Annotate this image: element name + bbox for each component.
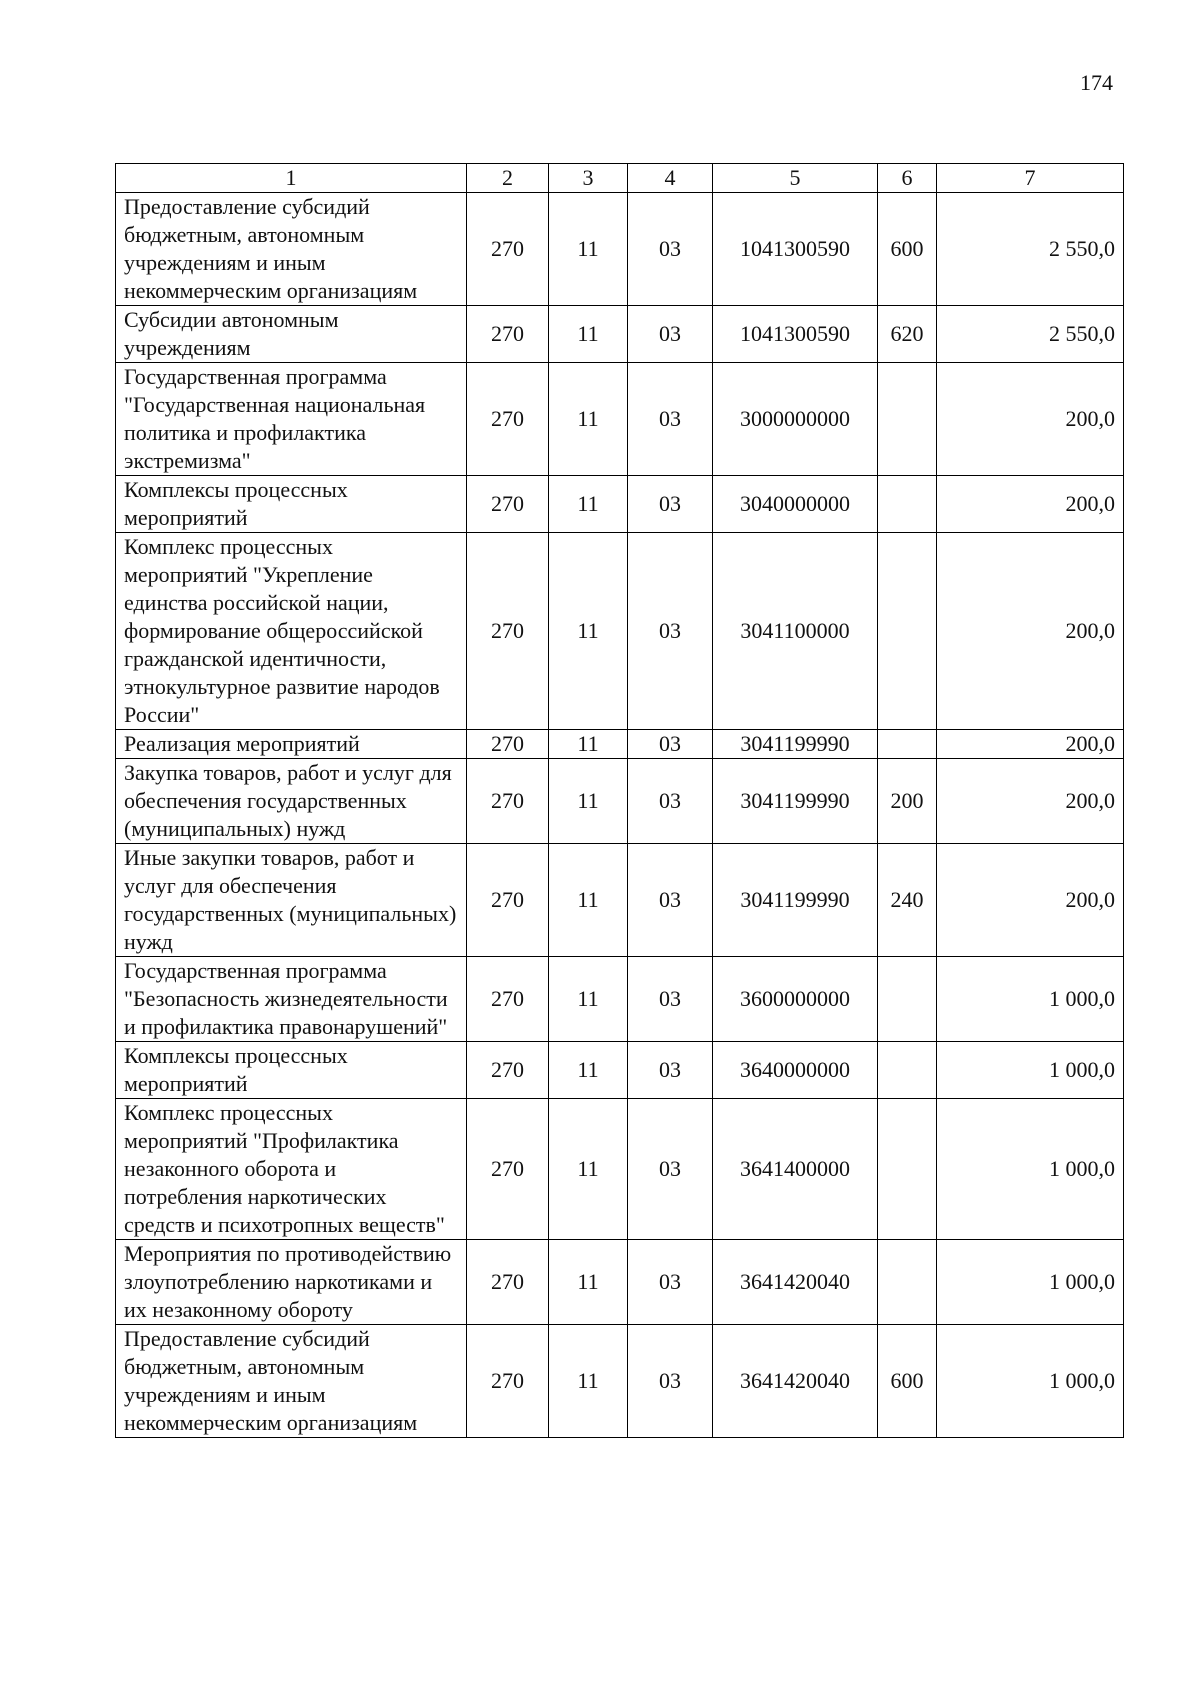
row-expense-type-cell: 600 [878, 1325, 937, 1438]
row-subsection-cell: 03 [628, 533, 713, 730]
row-section-cell: 11 [549, 363, 628, 476]
table-row [116, 1325, 1124, 1438]
row-section-cell: 11 [549, 759, 628, 844]
page-number: 174 [1080, 70, 1113, 95]
row-amount-cell: 1 000,0 [937, 1042, 1124, 1099]
table-row [116, 1042, 1124, 1099]
row-target-article-cell: 3040000000 [713, 476, 878, 533]
table-row [116, 844, 1124, 957]
row-amount-cell: 2 550,0 [937, 306, 1124, 363]
row-expense-type-cell [878, 363, 937, 476]
row-section-cell: 11 [549, 1240, 628, 1325]
row-code-cell: 270 [467, 476, 549, 533]
row-code-cell: 270 [467, 193, 549, 306]
row-target-article-cell: 3041100000 [713, 533, 878, 730]
row-amount-cell: 1 000,0 [937, 1099, 1124, 1240]
table-row [116, 1240, 1124, 1325]
row-expense-type-cell: 620 [878, 306, 937, 363]
row-expense-type-cell: 240 [878, 844, 937, 957]
table-row [116, 476, 1124, 533]
row-amount-cell: 200,0 [937, 363, 1124, 476]
table-row [116, 363, 1124, 476]
row-amount-cell: 1 000,0 [937, 1325, 1124, 1438]
header-cell: 1 [116, 164, 467, 193]
row-amount-cell: 1 000,0 [937, 1240, 1124, 1325]
row-target-article-cell: 3600000000 [713, 957, 878, 1042]
header-cell: 3 [549, 164, 628, 193]
row-subsection-cell: 03 [628, 1099, 713, 1240]
row-section-cell: 11 [549, 1325, 628, 1438]
row-amount-cell: 200,0 [937, 476, 1124, 533]
row-section-cell: 11 [549, 476, 628, 533]
row-name-cell: Предоставление субсидий бюджетным, автономным учреждениям и иным некоммерческим организациям [116, 1325, 467, 1438]
row-name-cell: Комплексы процессных мероприятий [116, 1042, 467, 1099]
row-name-cell: Закупка товаров, работ и услуг для обеспечения государственных (муниципальных) нужд [116, 759, 467, 844]
row-subsection-cell: 03 [628, 1325, 713, 1438]
row-section-cell: 11 [549, 1099, 628, 1240]
row-target-article-cell: 3640000000 [713, 1042, 878, 1099]
row-name-cell: Предоставление субсидий бюджетным, автономным учреждениям и иным некоммерческим организациям [116, 193, 467, 306]
row-target-article-cell: 1041300590 [713, 193, 878, 306]
budget-table [115, 163, 1124, 1438]
header-cell: 4 [628, 164, 713, 193]
row-subsection-cell: 03 [628, 730, 713, 759]
row-expense-type-cell [878, 533, 937, 730]
row-subsection-cell: 03 [628, 957, 713, 1042]
row-subsection-cell: 03 [628, 1042, 713, 1099]
row-target-article-cell: 3041199990 [713, 730, 878, 759]
row-section-cell: 11 [549, 844, 628, 957]
row-name-cell: Комплекс процессных мероприятий "Профилактика незаконного оборота и потребления наркотических средств и психотропных веществ" [116, 1099, 467, 1240]
table-body [116, 164, 1124, 1438]
row-code-cell: 270 [467, 1042, 549, 1099]
row-section-cell: 11 [549, 730, 628, 759]
row-code-cell: 270 [467, 533, 549, 730]
row-name-cell: Государственная программа "Государственная национальная политика и профилактика экстремизма" [116, 363, 467, 476]
table-row [116, 533, 1124, 730]
row-target-article-cell: 3641420040 [713, 1240, 878, 1325]
row-name-cell: Комплексы процессных мероприятий [116, 476, 467, 533]
row-name-cell: Мероприятия по противодействию злоупотреблению наркотиками и их незаконному обороту [116, 1240, 467, 1325]
row-subsection-cell: 03 [628, 193, 713, 306]
row-subsection-cell: 03 [628, 844, 713, 957]
table-row [116, 1099, 1124, 1240]
row-name-cell: Иные закупки товаров, работ и услуг для обеспечения государственных (муниципальных) нужд [116, 844, 467, 957]
row-code-cell: 270 [467, 1325, 549, 1438]
row-target-article-cell: 3041199990 [713, 759, 878, 844]
header-cell: 7 [937, 164, 1124, 193]
table-row [116, 306, 1124, 363]
row-target-article-cell: 3041199990 [713, 844, 878, 957]
header-cell: 6 [878, 164, 937, 193]
row-section-cell: 11 [549, 957, 628, 1042]
row-expense-type-cell [878, 476, 937, 533]
row-target-article-cell: 3000000000 [713, 363, 878, 476]
row-expense-type-cell [878, 730, 937, 759]
row-expense-type-cell [878, 1099, 937, 1240]
header-cell: 2 [467, 164, 549, 193]
table-header-row [116, 164, 1124, 193]
row-code-cell: 270 [467, 363, 549, 476]
row-code-cell: 270 [467, 730, 549, 759]
row-expense-type-cell: 200 [878, 759, 937, 844]
header-cell: 5 [713, 164, 878, 193]
row-code-cell: 270 [467, 1240, 549, 1325]
row-subsection-cell: 03 [628, 363, 713, 476]
row-subsection-cell: 03 [628, 476, 713, 533]
row-code-cell: 270 [467, 306, 549, 363]
row-code-cell: 270 [467, 759, 549, 844]
table-row [116, 759, 1124, 844]
row-target-article-cell: 3641420040 [713, 1325, 878, 1438]
row-target-article-cell: 1041300590 [713, 306, 878, 363]
table-row [116, 193, 1124, 306]
row-amount-cell: 2 550,0 [937, 193, 1124, 306]
row-amount-cell: 200,0 [937, 730, 1124, 759]
row-code-cell: 270 [467, 957, 549, 1042]
row-subsection-cell: 03 [628, 306, 713, 363]
row-amount-cell: 200,0 [937, 844, 1124, 957]
row-amount-cell: 200,0 [937, 533, 1124, 730]
row-expense-type-cell [878, 1042, 937, 1099]
row-expense-type-cell: 600 [878, 193, 937, 306]
table-row [116, 957, 1124, 1042]
table-row [116, 730, 1124, 759]
row-expense-type-cell [878, 1240, 937, 1325]
row-section-cell: 11 [549, 533, 628, 730]
row-name-cell: Комплекс процессных мероприятий "Укрепление единства российской нации, формирование общероссийской гражданской идентичности, этнокультурное развитие народов России" [116, 533, 467, 730]
row-code-cell: 270 [467, 1099, 549, 1240]
row-target-article-cell: 3641400000 [713, 1099, 878, 1240]
row-name-cell: Субсидии автономным учреждениям [116, 306, 467, 363]
row-subsection-cell: 03 [628, 1240, 713, 1325]
row-subsection-cell: 03 [628, 759, 713, 844]
row-section-cell: 11 [549, 1042, 628, 1099]
row-expense-type-cell [878, 957, 937, 1042]
row-section-cell: 11 [549, 193, 628, 306]
row-name-cell: Реализация мероприятий [116, 730, 467, 759]
row-name-cell: Государственная программа "Безопасность жизнедеятельности и профилактика правонарушений" [116, 957, 467, 1042]
row-section-cell: 11 [549, 306, 628, 363]
row-amount-cell: 200,0 [937, 759, 1124, 844]
row-amount-cell: 1 000,0 [937, 957, 1124, 1042]
row-code-cell: 270 [467, 844, 549, 957]
